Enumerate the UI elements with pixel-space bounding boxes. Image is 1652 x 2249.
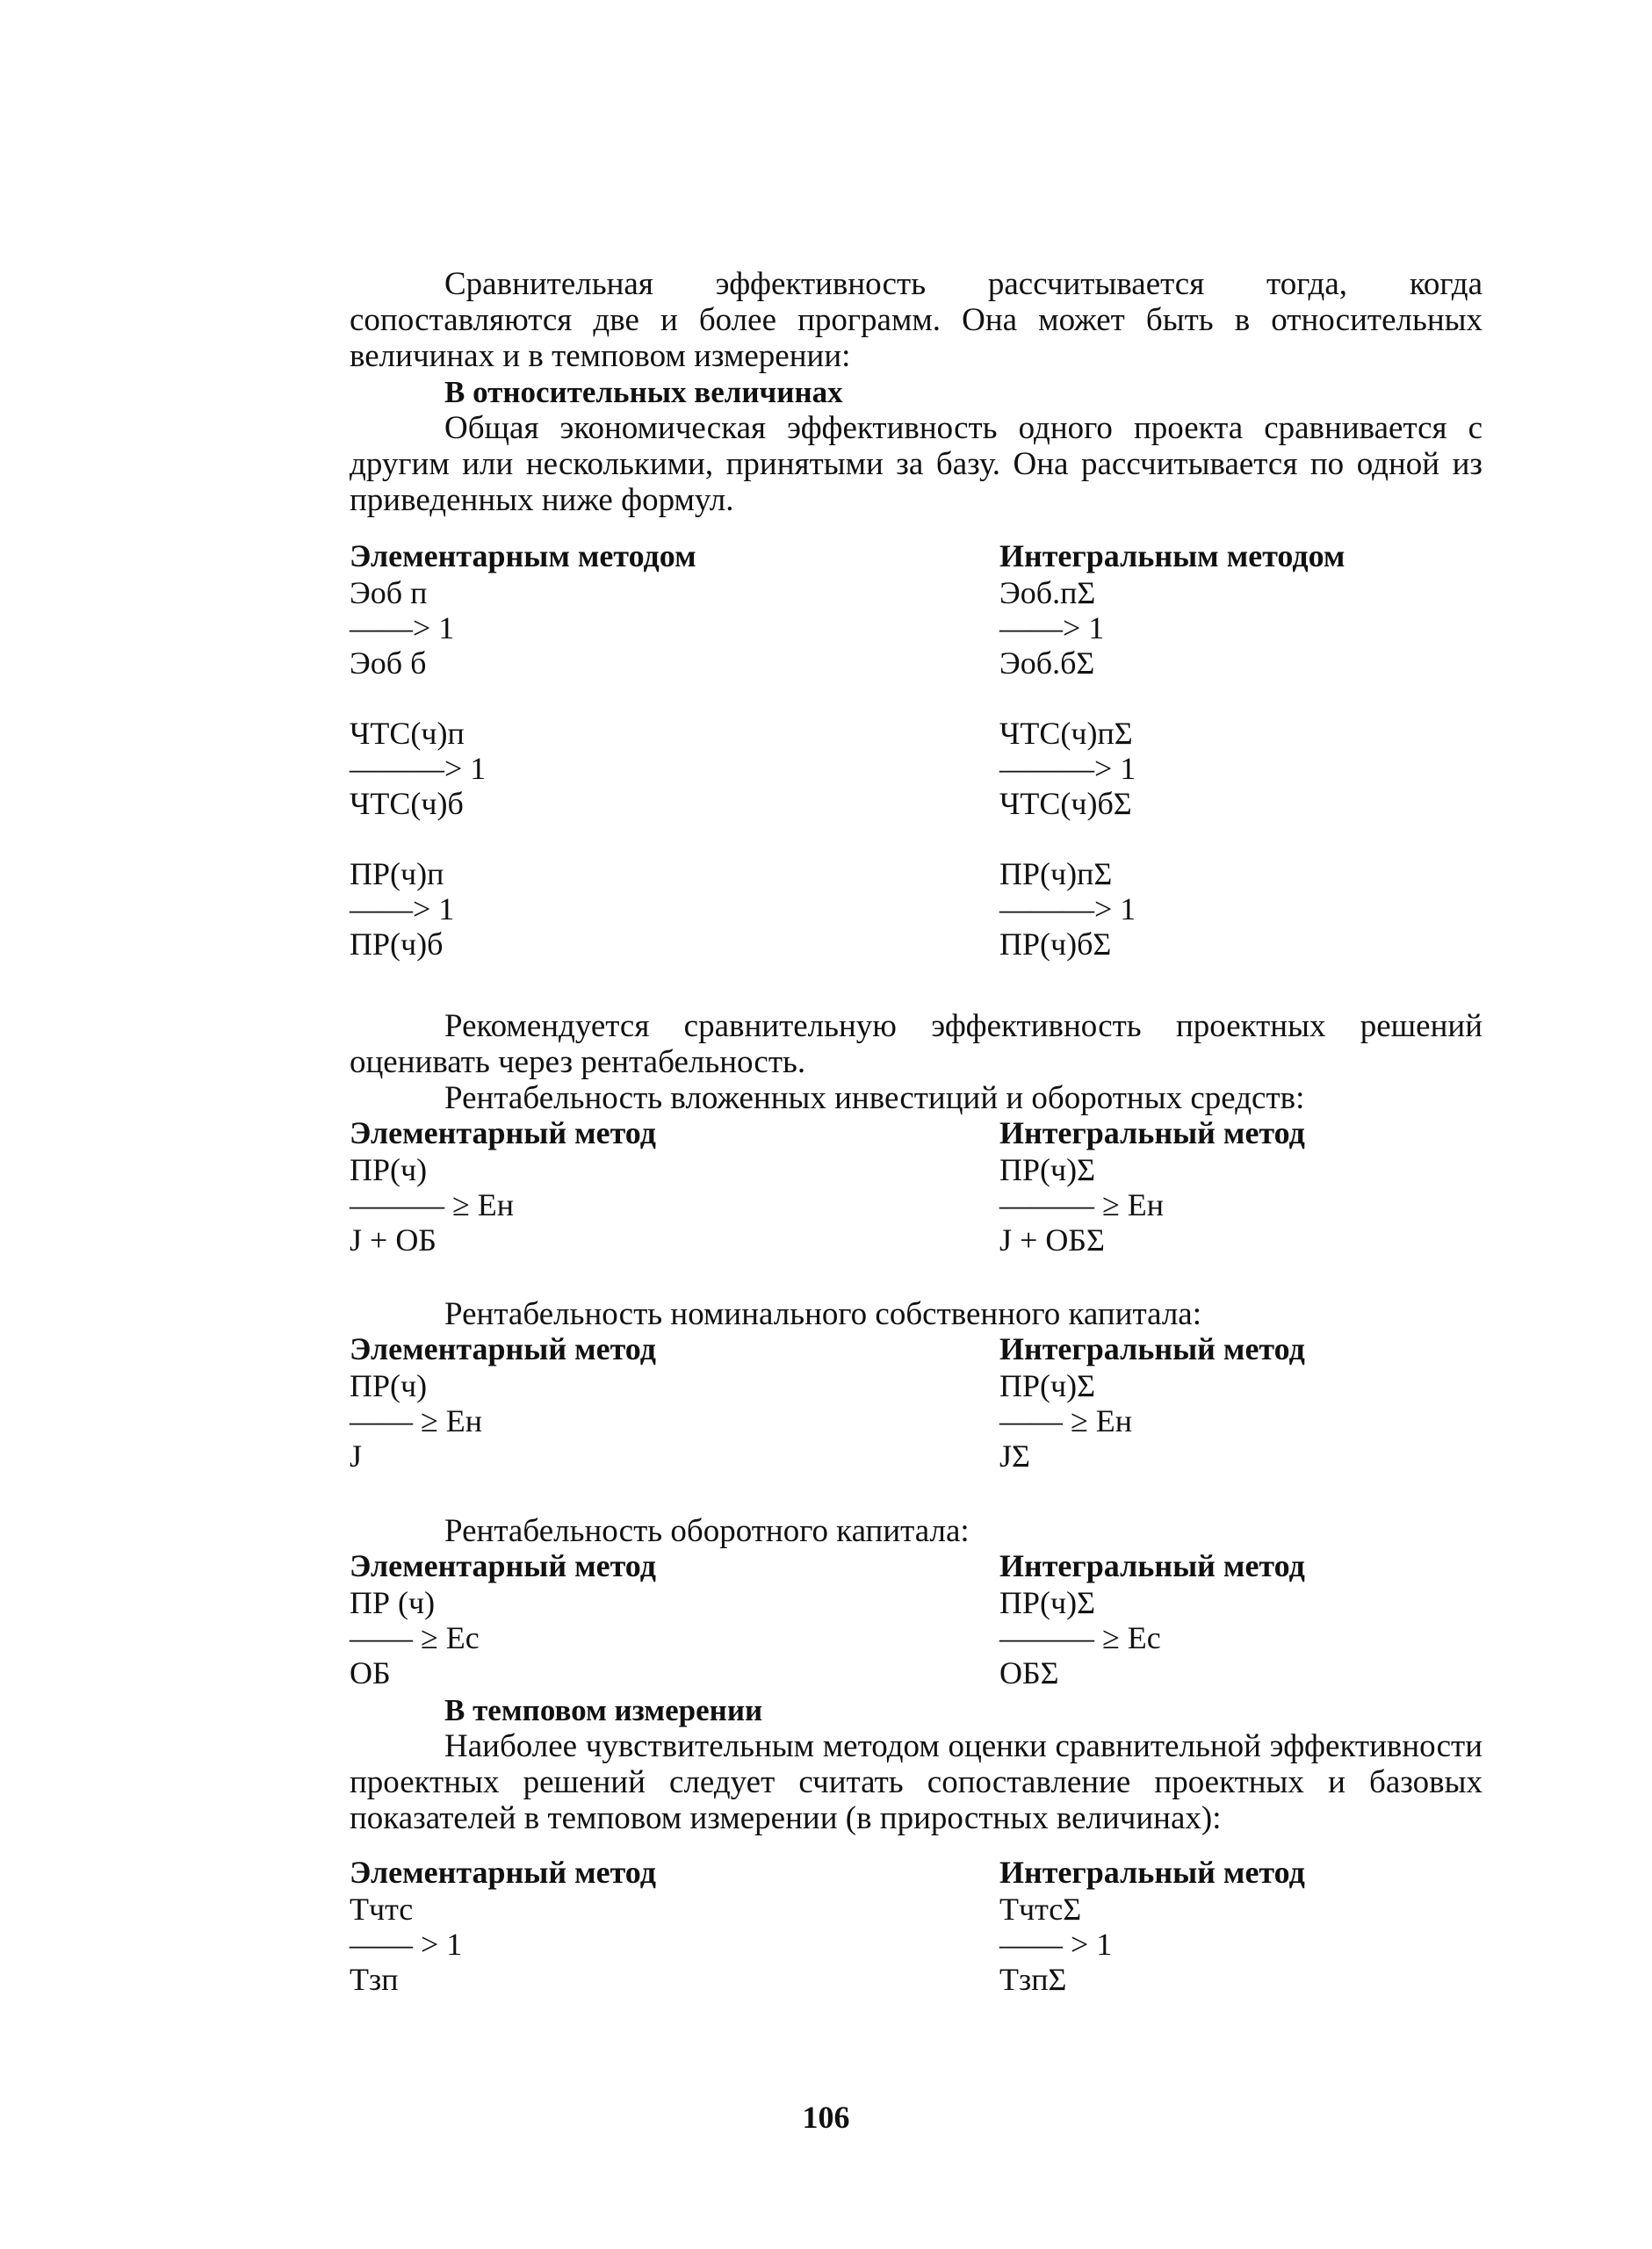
intro-section [350, 266, 1482, 518]
heading-relative-values: В относительных величинах [444, 375, 843, 409]
formula-mid: —— ≥ Ен [999, 1403, 1133, 1438]
section-title: Рентабельность оборотного капитала: [444, 1513, 970, 1549]
formula-mid: ——— ≥ Ес [999, 1620, 1161, 1655]
formula-mid: —— ≥ Ен [350, 1403, 483, 1438]
section1-left-column [350, 1115, 656, 1258]
formula-mid: ——> 1 [999, 610, 1105, 645]
formula-top: Эоб п [350, 575, 428, 610]
formula-top: ТчтсΣ [999, 1892, 1082, 1927]
heading-tempo: В темповом измерении [444, 1693, 763, 1727]
formula-bot: Эоб.бΣ [999, 645, 1095, 681]
formula-bot: ТзпΣ [999, 1962, 1067, 1997]
formula-top: Тчтс [350, 1892, 414, 1927]
formula-top: ПР(ч)Σ [999, 1368, 1096, 1403]
section1-right-header: Интегральный метод [999, 1115, 1305, 1150]
formula-mid: —— > 1 [350, 1927, 463, 1962]
tempo-right-header: Интегральный метод [999, 1855, 1305, 1890]
formula-top: ПР(ч)пΣ [999, 856, 1113, 891]
section3-right-header: Интегральный метод [999, 1548, 1305, 1583]
formula-top: ПР(ч)Σ [999, 1152, 1096, 1187]
formula-top: ПР(ч)Σ [999, 1585, 1096, 1620]
block1-left-header: Элементарным методом [350, 538, 696, 573]
section-title: Рентабельность номинального собственного капитала: [444, 1296, 1202, 1332]
formula-mid: —— ≥ Ес [350, 1620, 480, 1655]
section2-left-header: Элементарный метод [350, 1331, 656, 1366]
formula-top: Эоб.пΣ [999, 575, 1096, 610]
block1-right-header: Интегральным методом [999, 538, 1345, 573]
section2-right-header: Интегральный метод [999, 1331, 1305, 1366]
formula-top: ЧТС(ч)пΣ [999, 716, 1133, 751]
section1-right-column [999, 1115, 1305, 1258]
section2-left-column [350, 1331, 656, 1474]
formula-bot: ОБΣ [999, 1655, 1059, 1690]
formula-top: ПР(ч) [350, 1152, 428, 1187]
formula-mid: ——— ≥ Ен [350, 1187, 515, 1222]
formula-top: ПР(ч) [350, 1368, 428, 1403]
section3-left-column [350, 1548, 656, 1690]
formula-bot: J + ОБΣ [999, 1222, 1105, 1258]
intro-paragraph-2: Общая экономическая эффективность одного проекта сравнивается с другим или несколькими, принятыми за базу. Она рассчитывается по одной из приведенных ниже формул. [350, 410, 1482, 518]
formula-bot: ЧТС(ч)б [350, 786, 464, 821]
formula-bot: ЧТС(ч)бΣ [999, 786, 1132, 821]
section1-left-header: Элементарный метод [350, 1115, 656, 1150]
block1-right-column [999, 538, 1345, 962]
formula-bot: Тзп [350, 1962, 399, 1997]
section3-left-header: Элементарный метод [350, 1548, 656, 1583]
formula-bot: ПР(ч)бΣ [999, 926, 1112, 962]
recommendation-section [350, 1008, 1482, 1080]
intro-paragraph-1: Сравнительная эффективность рассчитывается тогда, когда сопоставляются две и более программ. Она может быть в относительных величинах и в темповом измерении: [350, 266, 1482, 374]
formula-bot: ОБ [350, 1655, 391, 1690]
page-number: 106 [802, 2100, 850, 2135]
formula-bot: JΣ [999, 1438, 1030, 1474]
formula-bot: J + ОБ [350, 1222, 436, 1258]
formula-top: ЧТС(ч)п [350, 716, 465, 751]
formula-mid: ———> 1 [999, 751, 1136, 786]
tempo-left-header: Элементарный метод [350, 1855, 656, 1890]
tempo-section [350, 1692, 1482, 1836]
recommendation-paragraph: Рекомендуется сравнительную эффективность проектных решений оценивать через рентабельность. [350, 1008, 1482, 1080]
tempo-right-column [999, 1855, 1305, 1997]
tempo-paragraph: Наиболее чувствительным методом оценки сравнительной эффективности проектных решений следует считать сопоставление проектных и базовых показателей в темповом измерении (в приростных величинах): [350, 1728, 1482, 1836]
formula-top: ПР(ч)п [350, 856, 444, 891]
formula-mid: ——> 1 [350, 891, 455, 926]
formula-bot: J [350, 1438, 363, 1474]
section3-right-column [999, 1548, 1305, 1690]
formula-bot: Эоб б [350, 645, 427, 681]
formula-mid: ———> 1 [350, 751, 487, 786]
block1-left-column [350, 538, 696, 962]
tempo-left-column [350, 1855, 656, 1997]
formula-bot: ПР(ч)б [350, 926, 444, 962]
formula-mid: ———> 1 [999, 891, 1136, 926]
section2-right-column [999, 1331, 1305, 1474]
formula-mid: ——— ≥ Ен [999, 1187, 1165, 1222]
section-title: Рентабельность вложенных инвестиций и оборотных средств: [444, 1080, 1305, 1116]
formula-mid: ——> 1 [350, 610, 455, 645]
formula-mid: —— > 1 [999, 1927, 1113, 1962]
formula-top: ПР (ч) [350, 1585, 436, 1620]
